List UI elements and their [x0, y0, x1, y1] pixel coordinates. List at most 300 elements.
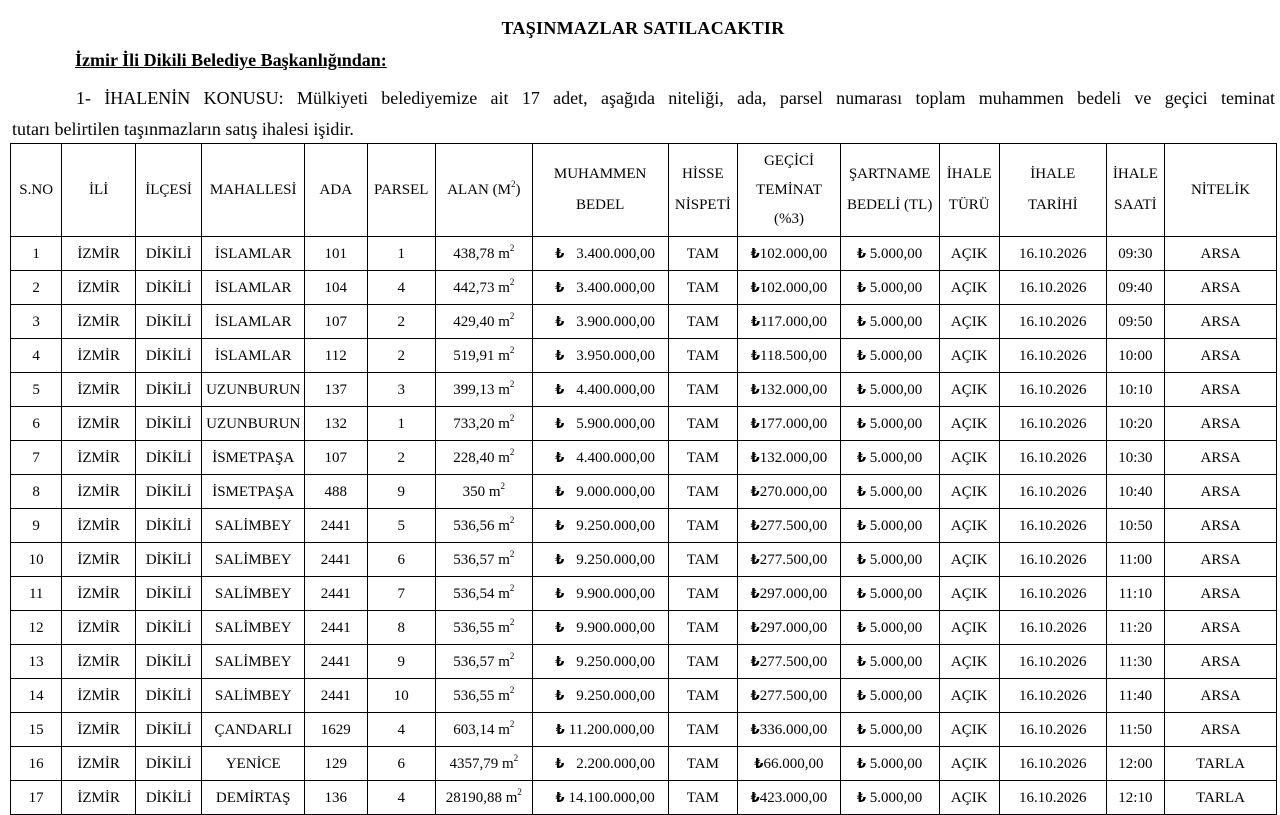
- cell-nitelik: ARSA: [1165, 237, 1277, 271]
- cell-muhammen-bedel: [532, 237, 668, 271]
- lira-icon: ₺: [555, 247, 565, 262]
- area-unit-exponent: 2: [509, 447, 515, 457]
- lira-icon: ₺: [750, 791, 760, 806]
- header-sno: S.NO: [11, 144, 62, 237]
- cell-alan: [435, 611, 532, 645]
- cell-tur: AÇIK: [939, 305, 999, 339]
- area-unit-exponent: 2: [509, 549, 515, 559]
- cell-alan: [435, 713, 532, 747]
- cell-nitelik: ARSA: [1165, 577, 1277, 611]
- bedel-value: 3.950.000,00: [576, 348, 656, 364]
- cell-ada: 112: [305, 339, 367, 373]
- lira-icon: ₺: [750, 485, 760, 500]
- cell-nitelik: ARSA: [1165, 475, 1277, 509]
- cell-il: İZMİR: [62, 543, 136, 577]
- cell-ilce: DİKİLİ: [135, 679, 201, 713]
- table-row: [11, 373, 1277, 407]
- cell-il: İZMİR: [62, 373, 136, 407]
- sartname-value: 5.000,00: [869, 416, 923, 432]
- cell-hisse: TAM: [668, 441, 737, 475]
- cell-mahalle: SALİMBEY: [202, 577, 305, 611]
- lira-icon: ₺: [750, 723, 760, 738]
- cell-tur: AÇIK: [939, 577, 999, 611]
- cell-nitelik: ARSA: [1165, 339, 1277, 373]
- lira-icon: ₺: [555, 791, 565, 806]
- cell-parsel: 9: [367, 475, 435, 509]
- cell-ilce: DİKİLİ: [135, 373, 201, 407]
- cell-tur: AÇIK: [939, 373, 999, 407]
- cell-muhammen-bedel: [532, 475, 668, 509]
- lira-icon: ₺: [857, 621, 867, 636]
- cell-saat: 11:30: [1106, 645, 1164, 679]
- cell-ada: 2441: [305, 645, 367, 679]
- cell-mahalle: İSLAMLAR: [202, 305, 305, 339]
- cell-nitelik: ARSA: [1165, 713, 1277, 747]
- cell-alan: [435, 271, 532, 305]
- cell-sno: 17: [11, 781, 62, 815]
- table-row: [11, 339, 1277, 373]
- lira-icon: ₺: [750, 383, 760, 398]
- sartname-value: 5.000,00: [869, 348, 923, 364]
- cell-muhammen-bedel: [532, 645, 668, 679]
- cell-hisse: TAM: [668, 373, 737, 407]
- area-unit: m: [498, 518, 510, 534]
- cell-sartname-bedeli: [840, 441, 939, 475]
- table-row: [11, 543, 1277, 577]
- alan-value: 28190,88: [445, 790, 502, 806]
- cell-ada: 488: [305, 475, 367, 509]
- table-row: [11, 271, 1277, 305]
- cell-il: İZMİR: [62, 237, 136, 271]
- cell-tur: AÇIK: [939, 543, 999, 577]
- cell-parsel: 3: [367, 373, 435, 407]
- cell-ilce: DİKİLİ: [135, 509, 201, 543]
- cell-sartname-bedeli: [840, 509, 939, 543]
- area-unit: m: [498, 246, 510, 262]
- area-unit: m: [498, 620, 510, 636]
- header-hisse-nispeti: HİSSE NİSPETİ: [668, 144, 737, 237]
- cell-parsel: 1: [367, 237, 435, 271]
- header-ada: ADA: [305, 144, 367, 237]
- table-row: [11, 577, 1277, 611]
- lira-icon: ₺: [754, 757, 764, 772]
- cell-saat: 11:20: [1106, 611, 1164, 645]
- cell-hisse: TAM: [668, 747, 737, 781]
- lira-icon: ₺: [857, 315, 867, 330]
- teminat-value: 117.000,00: [760, 314, 827, 330]
- sartname-value: 5.000,00: [869, 790, 923, 806]
- cell-sno: 10: [11, 543, 62, 577]
- table-row: [11, 747, 1277, 781]
- teminat-value: 297.000,00: [759, 620, 828, 636]
- cell-mahalle: YENİCE: [202, 747, 305, 781]
- cell-alan: [435, 577, 532, 611]
- cell-tarih: 16.10.2026: [999, 271, 1106, 305]
- cell-mahalle: SALİMBEY: [202, 679, 305, 713]
- sartname-value: 5.000,00: [869, 552, 923, 568]
- header-muhammen-bedel: MUHAMMEN BEDEL: [532, 144, 668, 237]
- lira-icon: ₺: [555, 587, 565, 602]
- cell-hisse: TAM: [668, 611, 737, 645]
- cell-tarih: 16.10.2026: [999, 339, 1106, 373]
- cell-mahalle: İSMETPAŞA: [202, 475, 305, 509]
- bedel-value: 9.000.000,00: [576, 484, 656, 500]
- cell-muhammen-bedel: [532, 747, 668, 781]
- lira-icon: ₺: [857, 485, 867, 500]
- cell-hisse: TAM: [668, 305, 737, 339]
- cell-sartname-bedeli: [840, 271, 939, 305]
- area-unit-exponent: 2: [509, 413, 515, 423]
- cell-tarih: 16.10.2026: [999, 611, 1106, 645]
- cell-ilce: DİKİLİ: [135, 407, 201, 441]
- cell-gecici-teminat: [738, 781, 841, 815]
- cell-parsel: 4: [367, 781, 435, 815]
- cell-tarih: 16.10.2026: [999, 747, 1106, 781]
- cell-alan: [435, 305, 532, 339]
- sartname-value: 5.000,00: [869, 314, 923, 330]
- cell-sartname-bedeli: [840, 373, 939, 407]
- cell-hisse: TAM: [668, 543, 737, 577]
- table-row: [11, 407, 1277, 441]
- lira-icon: ₺: [857, 757, 867, 772]
- cell-mahalle: UZUNBURUN: [202, 373, 305, 407]
- alan-value: 228,40: [453, 450, 495, 466]
- cell-ilce: DİKİLİ: [135, 339, 201, 373]
- table-row: [11, 781, 1277, 815]
- cell-nitelik: ARSA: [1165, 441, 1277, 475]
- cell-tarih: 16.10.2026: [999, 679, 1106, 713]
- area-unit-exponent: 2: [509, 651, 515, 661]
- alan-value: 536,57: [453, 654, 495, 670]
- cell-nitelik: ARSA: [1165, 509, 1277, 543]
- lira-icon: ₺: [857, 519, 867, 534]
- cell-il: İZMİR: [62, 611, 136, 645]
- cell-muhammen-bedel: [532, 407, 668, 441]
- cell-tur: AÇIK: [939, 441, 999, 475]
- cell-parsel: 7: [367, 577, 435, 611]
- table-row: [11, 509, 1277, 543]
- cell-sno: 14: [11, 679, 62, 713]
- cell-hisse: TAM: [668, 577, 737, 611]
- sartname-value: 5.000,00: [869, 688, 923, 704]
- cell-mahalle: ÇANDARLI: [202, 713, 305, 747]
- cell-mahalle: SALİMBEY: [202, 509, 305, 543]
- sartname-value: 5.000,00: [869, 280, 923, 296]
- area-unit: m: [498, 382, 510, 398]
- area-unit-exponent: 2: [517, 787, 522, 797]
- lira-icon: ₺: [555, 553, 565, 568]
- cell-parsel: 8: [367, 611, 435, 645]
- cell-tur: AÇIK: [939, 611, 999, 645]
- cell-gecici-teminat: [738, 577, 841, 611]
- cell-alan: [435, 475, 532, 509]
- teminat-value: 66.000,00: [763, 756, 824, 772]
- cell-gecici-teminat: [738, 237, 841, 271]
- sartname-value: 5.000,00: [869, 620, 923, 636]
- bedel-value: 9.900.000,00: [576, 620, 656, 636]
- lira-icon: ₺: [857, 723, 867, 738]
- cell-nitelik: ARSA: [1165, 271, 1277, 305]
- cell-ada: 2441: [305, 543, 367, 577]
- cell-il: İZMİR: [62, 781, 136, 815]
- teminat-value: 277.500,00: [759, 518, 828, 534]
- area-unit: m: [498, 280, 510, 296]
- alan-value: 603,14: [453, 722, 495, 738]
- cell-tur: AÇIK: [939, 679, 999, 713]
- cell-tur: AÇIK: [939, 339, 999, 373]
- cell-muhammen-bedel: [532, 305, 668, 339]
- cell-sartname-bedeli: [840, 237, 939, 271]
- cell-alan: [435, 645, 532, 679]
- alan-value: 438,78: [453, 246, 495, 262]
- lira-icon: ₺: [857, 689, 867, 704]
- cell-nitelik: ARSA: [1165, 611, 1277, 645]
- lira-icon: ₺: [555, 349, 565, 364]
- lira-icon: ₺: [750, 349, 760, 364]
- cell-sartname-bedeli: [840, 747, 939, 781]
- cell-tarih: 16.10.2026: [999, 713, 1106, 747]
- table-row: [11, 713, 1277, 747]
- cell-saat: 10:00: [1106, 339, 1164, 373]
- cell-ilce: DİKİLİ: [135, 747, 201, 781]
- area-unit: m: [498, 688, 510, 704]
- cell-nitelik: TARLA: [1165, 747, 1277, 781]
- cell-ilce: DİKİLİ: [135, 305, 201, 339]
- area-unit-exponent: 2: [509, 243, 515, 253]
- lira-icon: ₺: [750, 417, 760, 432]
- cell-hisse: TAM: [668, 237, 737, 271]
- cell-saat: 10:20: [1106, 407, 1164, 441]
- cell-ada: 2441: [305, 509, 367, 543]
- cell-muhammen-bedel: [532, 781, 668, 815]
- cell-muhammen-bedel: [532, 373, 668, 407]
- cell-sartname-bedeli: [840, 305, 939, 339]
- bedel-value: 5.900.000,00: [576, 416, 656, 432]
- cell-muhammen-bedel: [532, 577, 668, 611]
- teminat-value: 102.000,00: [759, 280, 828, 296]
- paragraph-line-1: 1- İHALENİN KONUSU: Mülkiyeti belediyemize ait 17 adet, aşağıda niteliği, ada, parsel numarası toplam muhammen bedeli ve geçici teminat: [76, 88, 1275, 108]
- lira-icon: ₺: [857, 451, 867, 466]
- alan-value: 350: [462, 484, 486, 500]
- cell-gecici-teminat: [738, 407, 841, 441]
- lira-icon: ₺: [750, 247, 760, 262]
- cell-sno: 9: [11, 509, 62, 543]
- cell-sartname-bedeli: [840, 713, 939, 747]
- cell-mahalle: İSLAMLAR: [202, 271, 305, 305]
- lira-icon: ₺: [555, 417, 565, 432]
- cell-ada: 2441: [305, 577, 367, 611]
- cell-sartname-bedeli: [840, 781, 939, 815]
- cell-gecici-teminat: [738, 441, 841, 475]
- header-mahalle: MAHALLESİ: [202, 144, 305, 237]
- cell-ada: 137: [305, 373, 367, 407]
- teminat-value: 423.000,00: [759, 790, 828, 806]
- cell-sno: 13: [11, 645, 62, 679]
- table-row: [11, 475, 1277, 509]
- cell-ilce: DİKİLİ: [135, 475, 201, 509]
- cell-nitelik: ARSA: [1165, 407, 1277, 441]
- lira-icon: ₺: [555, 315, 565, 330]
- cell-il: İZMİR: [62, 339, 136, 373]
- cell-parsel: 6: [367, 747, 435, 781]
- cell-sno: 8: [11, 475, 62, 509]
- lira-icon: ₺: [555, 281, 565, 296]
- cell-ada: 2441: [305, 679, 367, 713]
- cell-saat: 10:40: [1106, 475, 1164, 509]
- cell-sno: 12: [11, 611, 62, 645]
- lira-icon: ₺: [750, 451, 760, 466]
- table-row: [11, 679, 1277, 713]
- teminat-value: 336.000,00: [759, 722, 828, 738]
- lira-icon: ₺: [750, 281, 760, 296]
- cell-alan: [435, 679, 532, 713]
- sartname-value: 5.000,00: [869, 382, 923, 398]
- area-unit: m: [498, 654, 510, 670]
- area-unit: m: [498, 586, 510, 602]
- property-table: [10, 143, 1277, 815]
- cell-sno: 11: [11, 577, 62, 611]
- teminat-value: 277.500,00: [759, 552, 828, 568]
- lira-icon: ₺: [555, 757, 565, 772]
- cell-tarih: 16.10.2026: [999, 781, 1106, 815]
- lira-icon: ₺: [857, 791, 867, 806]
- bedel-value: 9.250.000,00: [576, 552, 656, 568]
- cell-sartname-bedeli: [840, 475, 939, 509]
- area-unit: m: [498, 450, 510, 466]
- cell-tarih: 16.10.2026: [999, 577, 1106, 611]
- cell-alan: [435, 407, 532, 441]
- lira-icon: ₺: [750, 655, 760, 670]
- alan-value: 733,20: [453, 416, 495, 432]
- cell-sno: 7: [11, 441, 62, 475]
- cell-parsel: 2: [367, 305, 435, 339]
- cell-tarih: 16.10.2026: [999, 305, 1106, 339]
- cell-parsel: 4: [367, 271, 435, 305]
- cell-sno: 3: [11, 305, 62, 339]
- cell-gecici-teminat: [738, 339, 841, 373]
- cell-mahalle: İSLAMLAR: [202, 237, 305, 271]
- sartname-value: 5.000,00: [869, 586, 923, 602]
- cell-tur: AÇIK: [939, 407, 999, 441]
- cell-sartname-bedeli: [840, 611, 939, 645]
- cell-nitelik: ARSA: [1165, 373, 1277, 407]
- lira-icon: ₺: [750, 587, 760, 602]
- cell-parsel: 5: [367, 509, 435, 543]
- lira-icon: ₺: [555, 451, 565, 466]
- cell-il: İZMİR: [62, 577, 136, 611]
- document-subtitle: İzmir İli Dikili Belediye Başkanlığından:: [75, 50, 387, 70]
- table-row: [11, 305, 1277, 339]
- cell-gecici-teminat: [738, 271, 841, 305]
- alan-value: 4357,79: [449, 756, 499, 772]
- cell-gecici-teminat: [738, 679, 841, 713]
- area-unit: m: [498, 552, 510, 568]
- area-unit: m: [498, 722, 510, 738]
- cell-il: İZMİR: [62, 679, 136, 713]
- header-nitelik: NİTELİK: [1165, 144, 1277, 237]
- header-ilce: İLÇESİ: [135, 144, 201, 237]
- cell-muhammen-bedel: [532, 509, 668, 543]
- header-sartname-bedeli: ŞARTNAME BEDELİ (TL): [840, 144, 939, 237]
- area-unit: m: [498, 314, 510, 330]
- alan-value: 536,56: [453, 518, 495, 534]
- cell-saat: 10:30: [1106, 441, 1164, 475]
- bedel-value: 4.400.000,00: [576, 450, 656, 466]
- cell-tarih: 16.10.2026: [999, 509, 1106, 543]
- cell-parsel: 10: [367, 679, 435, 713]
- cell-tur: AÇIK: [939, 781, 999, 815]
- cell-saat: 11:00: [1106, 543, 1164, 577]
- header-il: İLİ: [62, 144, 136, 237]
- cell-saat: 10:10: [1106, 373, 1164, 407]
- teminat-value: 118.500,00: [760, 348, 827, 364]
- cell-tur: AÇIK: [939, 645, 999, 679]
- cell-ilce: DİKİLİ: [135, 271, 201, 305]
- bedel-value: 9.250.000,00: [576, 518, 656, 534]
- sartname-value: 5.000,00: [869, 722, 923, 738]
- bedel-value: 2.200.000,00: [576, 756, 656, 772]
- teminat-value: 102.000,00: [759, 246, 828, 262]
- cell-hisse: TAM: [668, 645, 737, 679]
- document-title: TAŞINMAZLAR SATILACAKTIR: [501, 18, 785, 38]
- cell-il: İZMİR: [62, 645, 136, 679]
- header-ihale-tarihi: İHALE TARİHİ: [999, 144, 1106, 237]
- cell-ada: 107: [305, 441, 367, 475]
- cell-parsel: 4: [367, 713, 435, 747]
- cell-hisse: TAM: [668, 679, 737, 713]
- teminat-value: 297.000,00: [759, 586, 828, 602]
- cell-alan: [435, 543, 532, 577]
- cell-tarih: 16.10.2026: [999, 543, 1106, 577]
- lira-icon: ₺: [857, 349, 867, 364]
- cell-muhammen-bedel: [532, 339, 668, 373]
- cell-saat: 11:10: [1106, 577, 1164, 611]
- cell-nitelik: ARSA: [1165, 305, 1277, 339]
- cell-muhammen-bedel: [532, 679, 668, 713]
- table-row: [11, 237, 1277, 271]
- cell-parsel: 6: [367, 543, 435, 577]
- cell-muhammen-bedel: [532, 543, 668, 577]
- cell-ilce: DİKİLİ: [135, 645, 201, 679]
- cell-ada: 107: [305, 305, 367, 339]
- sartname-value: 5.000,00: [869, 654, 923, 670]
- lira-icon: ₺: [857, 587, 867, 602]
- cell-hisse: TAM: [668, 271, 737, 305]
- area-unit: m: [488, 484, 501, 500]
- cell-tur: AÇIK: [939, 271, 999, 305]
- lira-icon: ₺: [555, 485, 565, 500]
- cell-muhammen-bedel: [532, 271, 668, 305]
- cell-ilce: DİKİLİ: [135, 713, 201, 747]
- table-body: [11, 237, 1277, 815]
- cell-saat: 09:40: [1106, 271, 1164, 305]
- cell-sno: 2: [11, 271, 62, 305]
- area-unit: m: [501, 756, 514, 772]
- lira-icon: ₺: [555, 689, 565, 704]
- cell-tarih: 16.10.2026: [999, 237, 1106, 271]
- alan-value: 429,40: [453, 314, 495, 330]
- cell-ada: 136: [305, 781, 367, 815]
- sartname-value: 5.000,00: [869, 756, 923, 772]
- cell-saat: 09:50: [1106, 305, 1164, 339]
- cell-alan: [435, 339, 532, 373]
- teminat-value: 277.500,00: [759, 654, 828, 670]
- cell-tur: AÇIK: [939, 237, 999, 271]
- cell-alan: [435, 747, 532, 781]
- cell-gecici-teminat: [738, 543, 841, 577]
- cell-gecici-teminat: [738, 713, 841, 747]
- cell-gecici-teminat: [738, 305, 841, 339]
